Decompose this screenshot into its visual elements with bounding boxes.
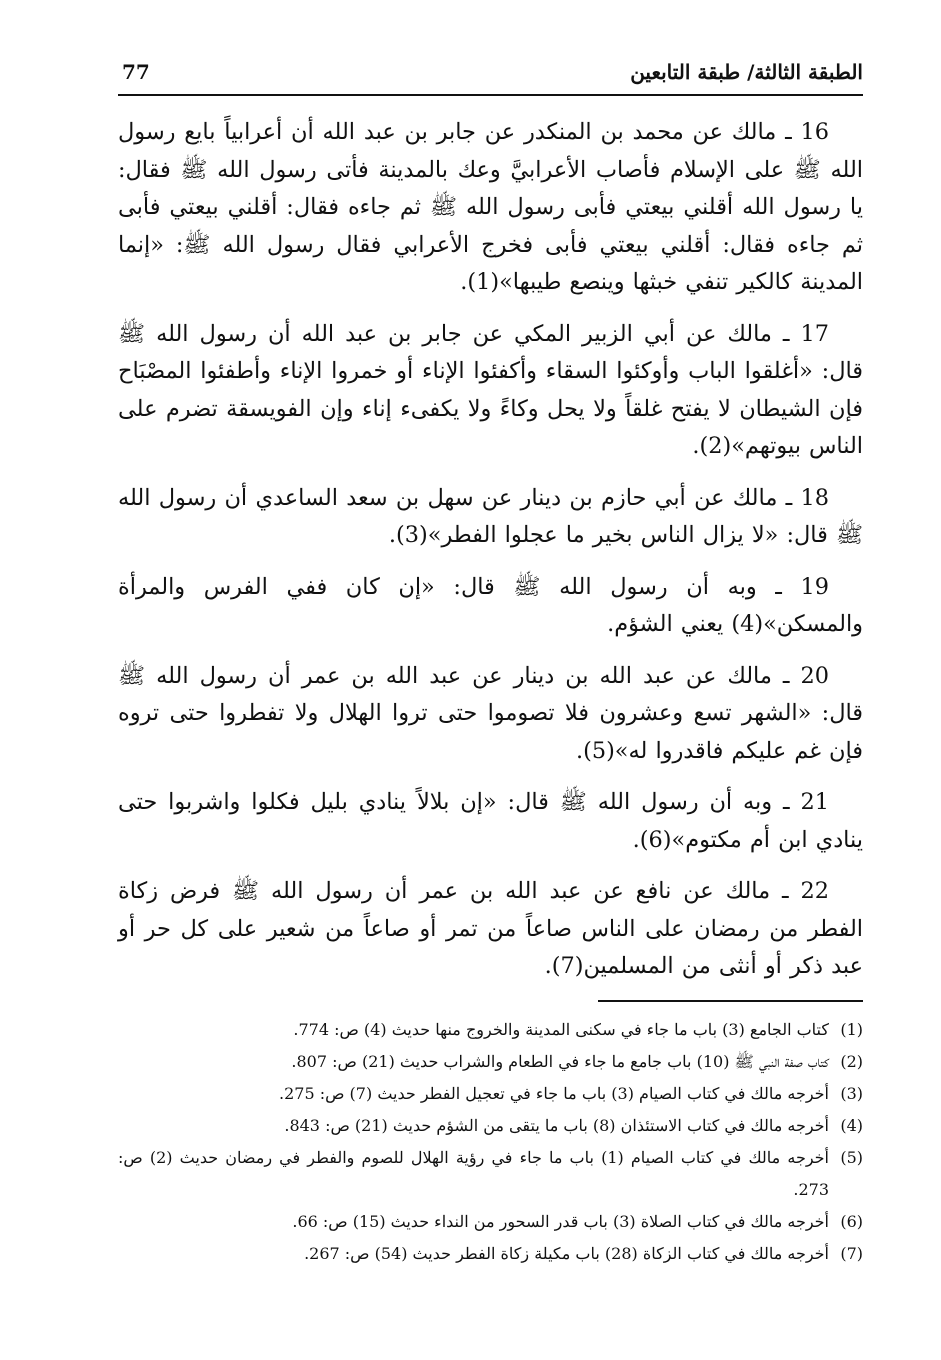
footnote-item [118, 1238, 863, 1270]
footnote-number: (7) [840, 1243, 863, 1263]
footnote-item [118, 1046, 863, 1078]
footnotes [118, 1014, 863, 1270]
running-header [118, 58, 863, 96]
hadith-paragraph: 16 ـ مالك عن محمد بن المنكدر عن جابر بن عبد الله أن أعرابياً بايع رسول الله ﷺ على الإسلام فأصاب الأعرابيَّ وعك بالمدينة فأتى رسول الله ﷺ فقال: يا رسول الله أقلني بيعتي فأبى رسول الله ﷺ ثم جاءه فقال: أقلني بيعتي فأبى ثم جاءه فقال: أقلني بيعتي فأبى فخرج الأعرابي فقال رسول الله ﷺ: «إنما المدينة كالكير تنفي خبثها وينصع طيبها»(1). [118, 119, 863, 295]
footnote-text: أخرجه مالك في كتاب الصيام (3) باب ما جاء في تعجيل الفطر حديث (7) ص: 275. [279, 1083, 829, 1103]
footnote-number: (5) [840, 1147, 863, 1167]
footnote-text: أخرجه مالك في كتاب الاستئذان (8) باب ما يتقى من الشؤم حديث (21) ص: 843. [284, 1115, 829, 1135]
footnote-text: كتاب صفة النبي ﷺ (10) باب جامع ما جاء في الطعام والشراب حديث (21) ص: 807. [291, 1051, 829, 1071]
footnote-text: أخرجه مالك في كتاب الصلاة (3) باب قدر السحور من النداء حديث (15) ص: 66. [292, 1211, 829, 1231]
footnote-item [118, 1014, 863, 1046]
hadith-paragraph: 21 ـ وبه أن رسول الله ﷺ قال: «إن بلالاً ينادي بليل فكلوا واشربوا حتى ينادي ابن أم مكتوم»(6). [118, 789, 863, 853]
footnote-item [118, 1078, 863, 1110]
hadith-paragraph: 22 ـ مالك عن نافع عن عبد الله بن عمر أن رسول الله ﷺ فرض زكاة الفطر من رمضان على الناس صاعاً من تمر أو صاعاً من شعير على كل حر أو عبد ذكر أو أنثى من المسلمين(7). [118, 878, 863, 979]
book-page [118, 58, 863, 1270]
footnote-number: (1) [840, 1019, 863, 1039]
hadith-paragraph: 19 ـ وبه أن رسول الله ﷺ قال: «إن كان ففي الفرس والمرأة والمسكن»(4) يعني الشؤم. [118, 573, 863, 637]
page-number: 77 [122, 60, 150, 84]
footnote-text: أخرجه مالك في كتاب الصيام (1) باب ما جاء في رؤية الهلال للصوم والفطر في رمضان حديث (2) ص: 273. [118, 1147, 830, 1199]
footnote-text: كتاب الجامع (3) باب ما جاء في سكنى المدينة والخروج منها حديث (4) ص: 774. [293, 1019, 829, 1039]
hadith-paragraph: 20 ـ مالك عن عبد الله بن دينار عن عبد الله بن عمر أن رسول الله ﷺ قال: «الشهر تسع وعشرون فلا تصوموا حتى تروا الهلال ولا تفطروا حتى تروه فإن غم عليكم فاقدروا له»(5). [118, 662, 863, 764]
hadith-paragraph: 18 ـ مالك عن أبي حازم بن دينار عن سهل بن سعد الساعدي أن رسول الله ﷺ قال: «لا يزال الناس بخير ما عجلوا الفطر»(3). [118, 484, 863, 548]
footnote-number: (2) [840, 1051, 863, 1071]
footnote-number: (6) [840, 1211, 863, 1231]
footnote-item [118, 1110, 863, 1142]
hadith-paragraph: 17 ـ مالك عن أبي الزبير المكي عن جابر بن عبد الله أن رسول الله ﷺ قال: «أغلقوا الباب وأوكئوا السقاء وأكفئوا الإناء أو خمروا الإناء وأطفئوا المصْبَاح فإن الشيطان لا يفتح غلقاً ولا يحل وكاءً ولا يكفىء إناء وإن الفويسقة تضرم على الناس بيوتهم»(2). [118, 320, 863, 459]
page-body [118, 114, 863, 986]
footnote-number: (4) [840, 1115, 863, 1135]
footnote-item [118, 1142, 863, 1206]
header-title: الطبقة الثالثة/ طبقة التابعين [630, 60, 863, 84]
footnote-number: (3) [840, 1083, 863, 1103]
footnote-item [118, 1206, 863, 1238]
footnote-divider [598, 1000, 863, 1002]
footnote-text: أخرجه مالك في كتاب الزكاة (28) باب مكيلة زكاة الفطر حديث (54) ص: 267. [304, 1243, 829, 1263]
